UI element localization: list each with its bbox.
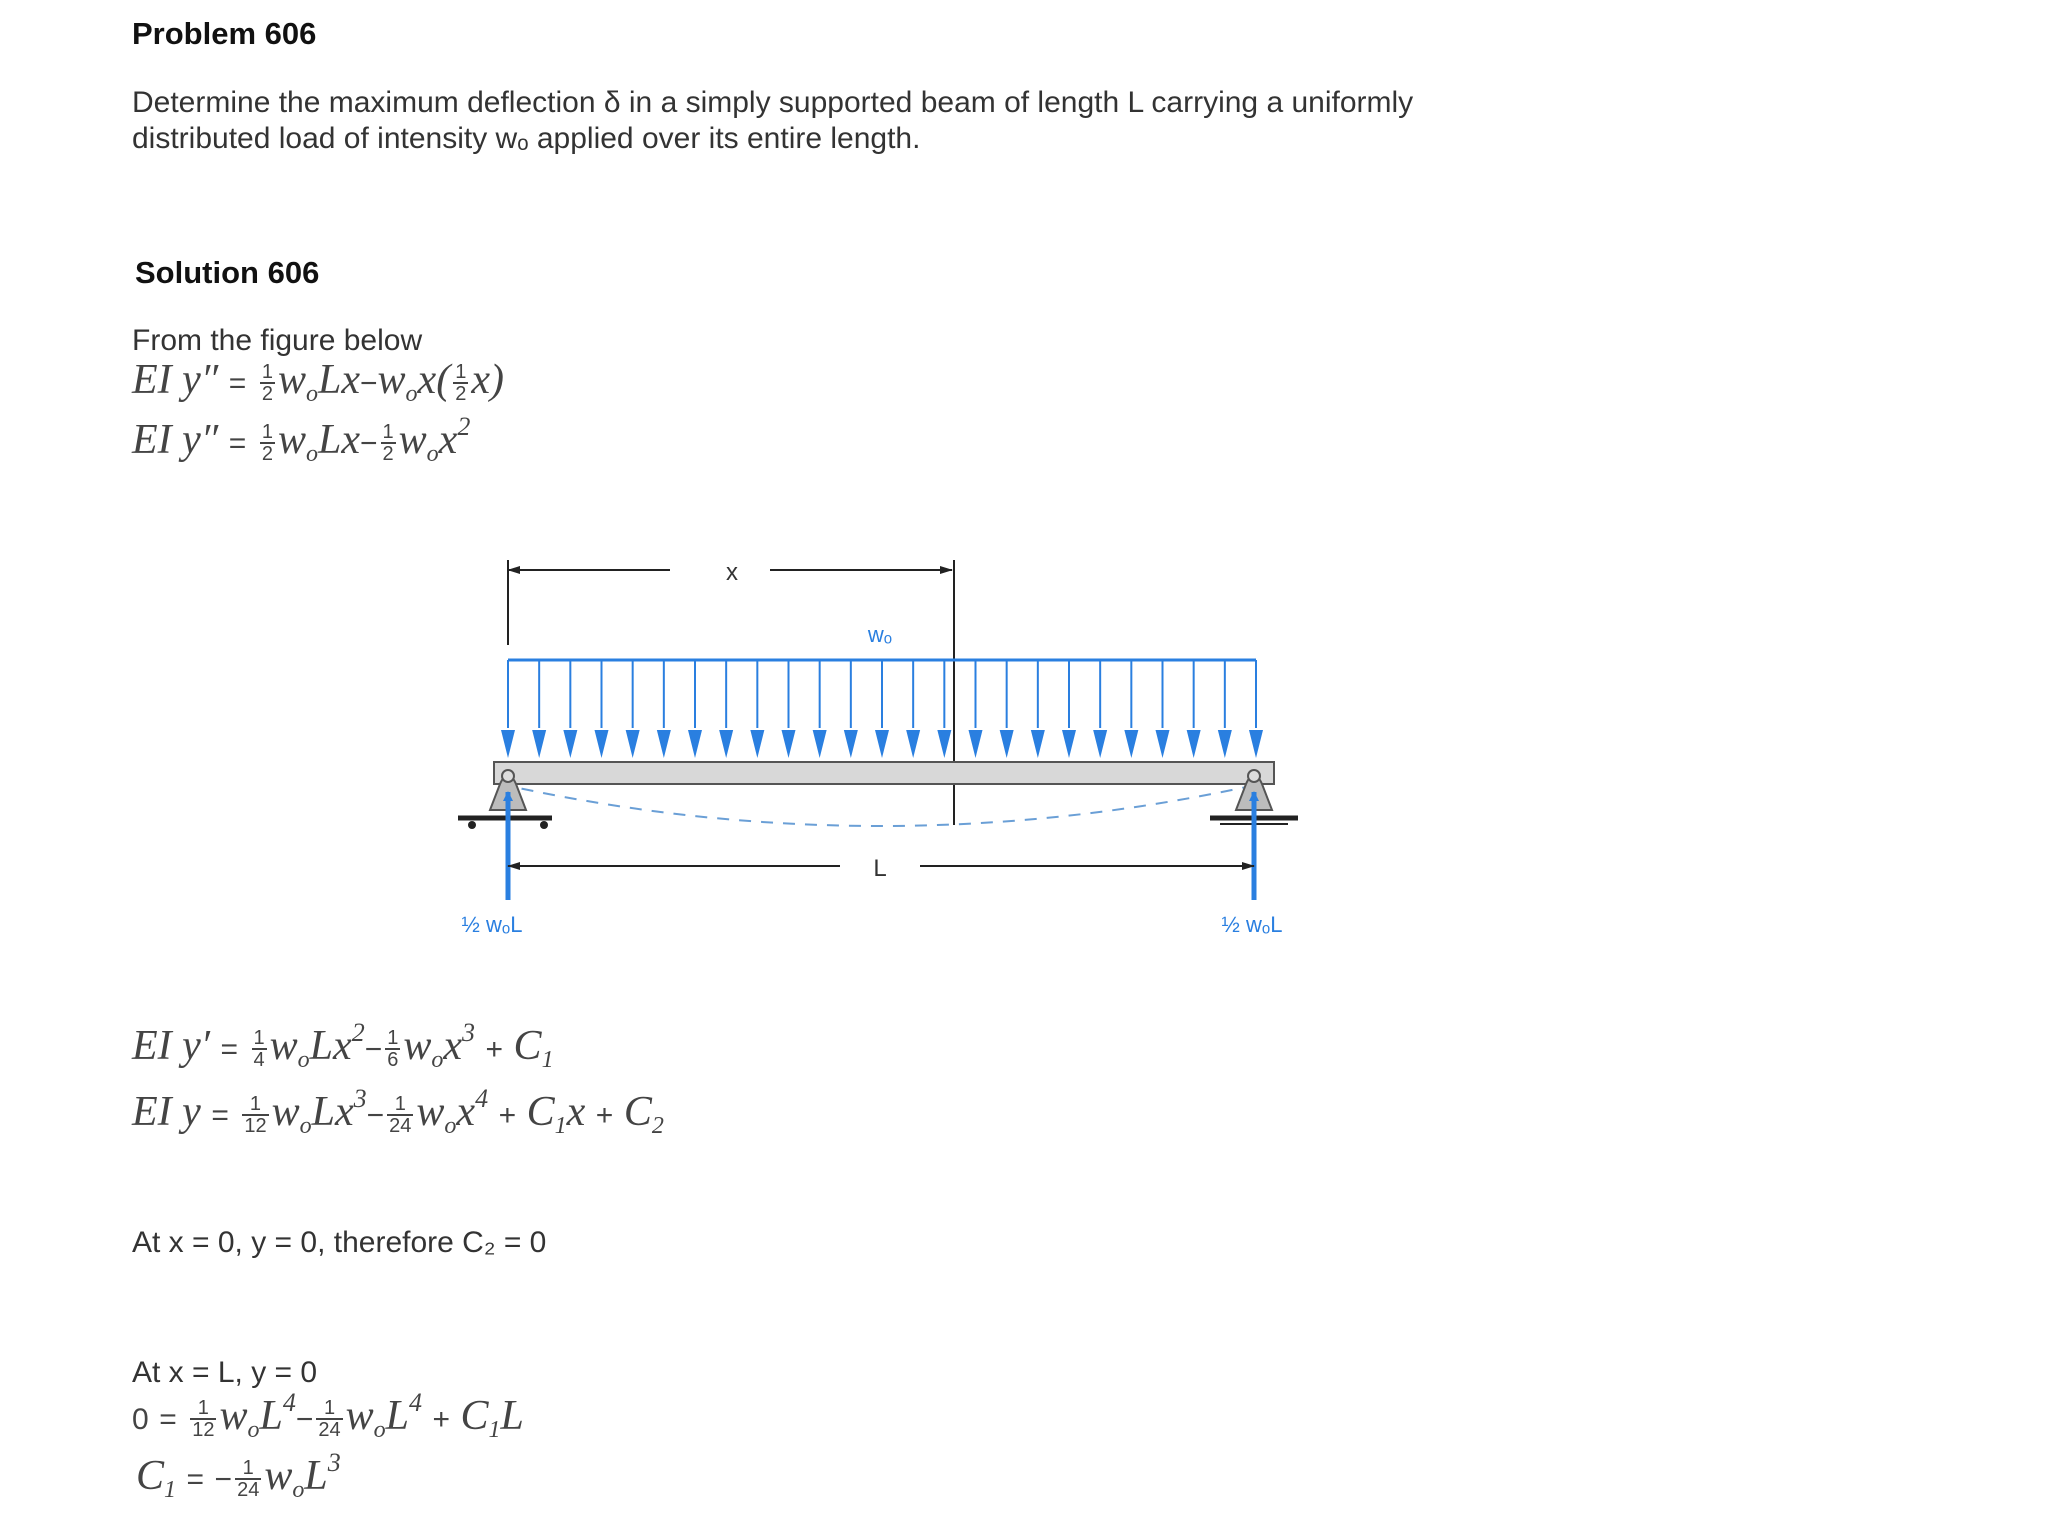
- boundary-condition-2: At x = L, y = 0: [132, 1356, 318, 1389]
- load-intensity-label: wₒ: [867, 622, 893, 647]
- distributed-load: [501, 660, 1263, 758]
- reaction-left-label: ½ wₒL: [461, 912, 523, 937]
- beam: [494, 762, 1274, 784]
- boundary-condition-1: At x = 0, y = 0, therefore C₂ = 0: [132, 1226, 547, 1259]
- load-arrow-head: [1218, 730, 1232, 758]
- load-arrow-head: [532, 730, 546, 758]
- beam-figure: [440, 540, 1320, 960]
- equation-c1-result: $C_1$ = − $\frac{1}{24}$ $w_oL^3$: [136, 1448, 341, 1503]
- problem-text-line1: Determine the maximum deflection δ in a simply supported beam of length L carrying a uniformly: [132, 86, 1414, 119]
- load-arrow-head: [937, 730, 951, 758]
- span-label: L: [873, 855, 887, 882]
- load-arrow-head: [969, 730, 983, 758]
- load-arrow-head: [813, 730, 827, 758]
- load-arrow-head: [563, 730, 577, 758]
- load-arrow-head: [501, 730, 515, 758]
- load-arrow-head: [1249, 730, 1263, 758]
- x-dimension-label: x: [726, 559, 738, 586]
- reaction-right-label: ½ wₒL: [1221, 912, 1283, 937]
- problem-text-line2: distributed load of intensity wₒ applied over its entire length.: [132, 122, 921, 155]
- load-arrow-head: [1124, 730, 1138, 758]
- solution-heading: Solution 606: [135, 255, 320, 290]
- load-arrow-head: [688, 730, 702, 758]
- load-arrow-head: [844, 730, 858, 758]
- load-arrow-head: [1156, 730, 1170, 758]
- equation-bc-substitution: 0 = $\frac{1}{12}$ $w_oL^4-$ $\frac{1}{24}$ $w_oL^4 + C_1L$: [132, 1388, 524, 1443]
- equation-moment-2: EI y″ = $\frac{1}{2}$ $w_oLx-$ $\frac{1}{2}$ $w_ox^2$: [132, 412, 471, 467]
- load-arrow-head: [1093, 730, 1107, 758]
- problem-heading: Problem 606: [132, 16, 317, 51]
- solution-intro: From the figure below: [132, 324, 423, 357]
- span-dimension: [508, 855, 1254, 882]
- equation-moment-1: EI y″ = $\frac{1}{2}$ $w_oLx-w_ox$( $\frac{1}{2}$ x): [132, 357, 504, 407]
- equation-deflection: EI y = $\frac{1}{12}$ $w_oLx^3-$ $\frac{1}{24}$ $w_ox^4 + C_1x + C_2$: [132, 1084, 664, 1139]
- load-arrow-head: [906, 730, 920, 758]
- load-arrow-head: [875, 730, 889, 758]
- load-arrow-head: [1187, 730, 1201, 758]
- load-arrow-head: [1000, 730, 1014, 758]
- load-arrow-head: [782, 730, 796, 758]
- load-arrow-head: [657, 730, 671, 758]
- elastic-curve: [500, 784, 1260, 826]
- equation-slope: EI y′ = $\frac{1}{4}$ $w_oLx^2-$ $\frac{1}{6}$ $w_ox^3 + C_1$: [132, 1018, 554, 1073]
- x-dimension: [508, 559, 954, 825]
- load-arrow-head: [750, 730, 764, 758]
- load-arrow-head: [1062, 730, 1076, 758]
- load-arrow-head: [595, 730, 609, 758]
- load-arrow-head: [626, 730, 640, 758]
- load-arrow-head: [1031, 730, 1045, 758]
- load-arrow-head: [719, 730, 733, 758]
